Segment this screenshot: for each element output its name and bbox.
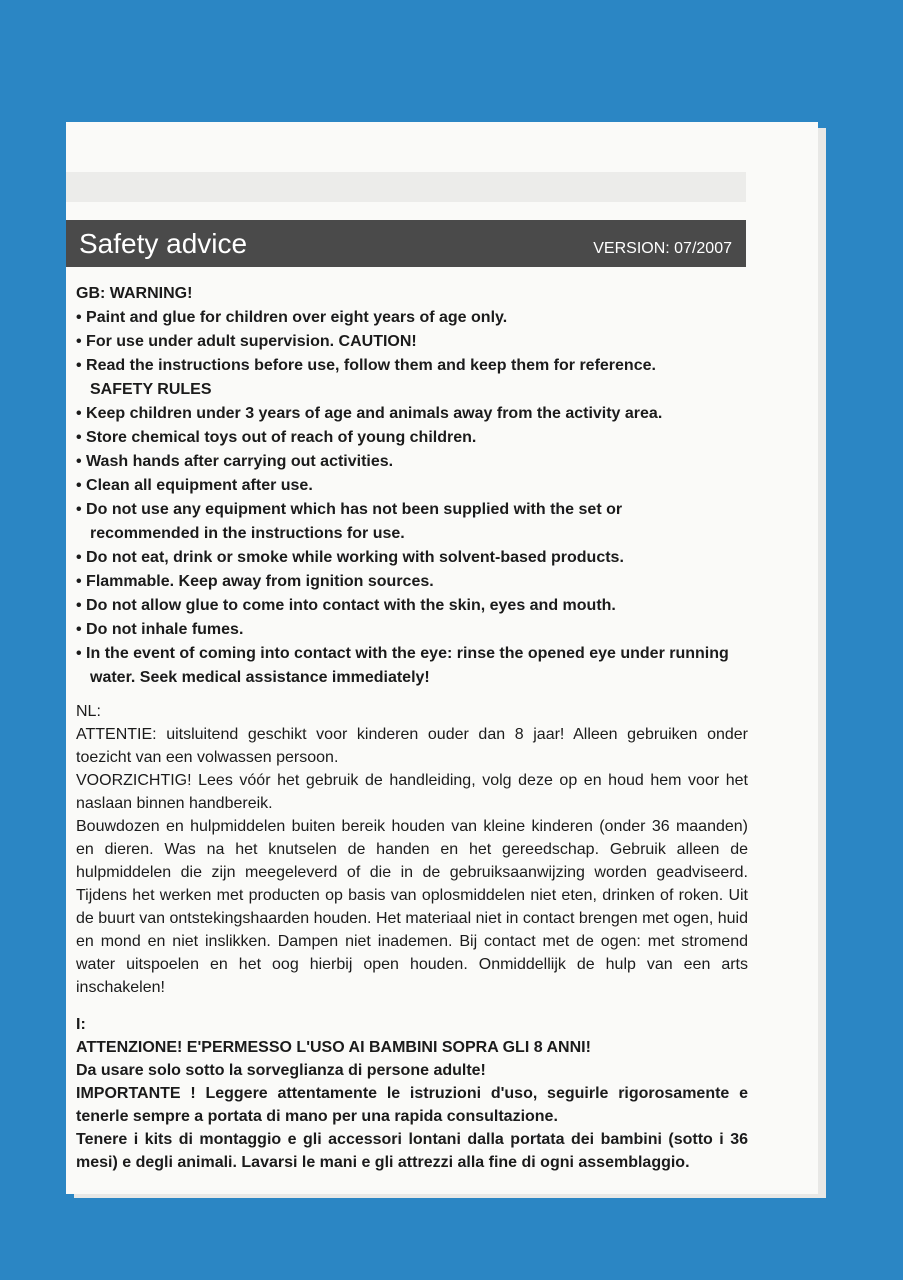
page-content [76, 282, 748, 1174]
gb-line: • For use under adult supervision. CAUTION! [76, 333, 417, 350]
gb-subheading: SAFETY RULES [90, 381, 212, 398]
version-label: VERSION: 07/2007 [593, 240, 732, 257]
gb-line: • Flammable. Keep away from ignition sources. [76, 573, 434, 590]
gb-line: • Wash hands after carrying out activities. [76, 453, 394, 470]
page-title: Safety advice [79, 228, 248, 259]
nl-paragraph: ATTENTIE: uitsluitend geschikt voor kinderen ouder dan 8 jaar! Alleen gebruiken onder toezicht van een volwassen persoon. [76, 726, 748, 766]
booklet-page [66, 122, 818, 1194]
it-paragraph: IMPORTANTE ! Leggere attentamente le istruzioni d'uso, seguirle rigorosamente e tenerle sempre a portata di mano per una rapida consultazione. [76, 1085, 748, 1125]
it-paragraph: ATTENZIONE! E'PERMESSO L'USO AI BAMBINI SOPRA GLI 8 ANNI! [76, 1039, 591, 1056]
nl-label: NL: [76, 703, 101, 720]
nl-section [76, 723, 748, 999]
gb-line: • Do not allow glue to come into contact with the skin, eyes and mouth. [76, 597, 616, 614]
gb-line: • Do not inhale fumes. [76, 621, 244, 638]
nl-paragraph: Bouwdozen en hulpmiddelen buiten bereik houden van kleine kinderen (onder 36 maanden) en dieren. Was na het knutselen de handen en het gereedschap. Gebruik alleen de hulpmiddelen die zijn meegeleverd of die in de gebruiksaanwijzing worden geadviseerd. Tijdens het werken met producten op basis van oplosmiddelen niet eten, drinken of roken. Uit de buurt van ontstekingshaarden houden. Het materiaal niet in contact brengen met ogen, huid en mond en niet inslikken. Dampen niet inademen. Bij contact met de ogen: met stromend water uitspoelen en het oog hierbij open houden. Onmiddellijk de hulp van een arts inschakelen! [76, 818, 748, 996]
gb-heading: GB: WARNING! [76, 285, 193, 302]
nl-paragraph: VOORZICHTIG! Lees vóór het gebruik de handleiding, volg deze op en houd hem voor het naslaan binnen handbereik. [76, 772, 748, 812]
gb-line: • Clean all equipment after use. [76, 477, 313, 494]
it-label: I: [76, 1016, 86, 1033]
gb-line: • Store chemical toys out of reach of young children. [76, 429, 477, 446]
it-paragraph: Tenere i kits di montaggio e gli accessori lontani dalla portata dei bambini (sotto i 36 mesi) e degli animali. Lavarsi le mani e gli attrezzi alla fine di ogni assemblaggio. [76, 1131, 748, 1171]
gb-section [76, 282, 748, 690]
gb-line: • In the event of coming into contact with the eye: rinse the opened eye under running water. Seek medical assistance immediately! [76, 645, 729, 686]
gb-line: • Keep children under 3 years of age and animals away from the activity area. [76, 405, 663, 422]
gb-line: • Do not use any equipment which has not been supplied with the set or recommended in the instructions for use. [76, 501, 623, 542]
gb-line: • Do not eat, drink or smoke while working with solvent-based products. [76, 549, 624, 566]
it-section [76, 1036, 748, 1174]
gb-line: • Paint and glue for children over eight years of age only. [76, 309, 508, 326]
section-header [66, 220, 746, 267]
gb-line: • Read the instructions before use, follow them and keep them for reference. [76, 357, 656, 374]
it-paragraph: Da usare solo sotto la sorveglianza di persone adulte! [76, 1062, 486, 1079]
show-through-band [66, 172, 746, 202]
